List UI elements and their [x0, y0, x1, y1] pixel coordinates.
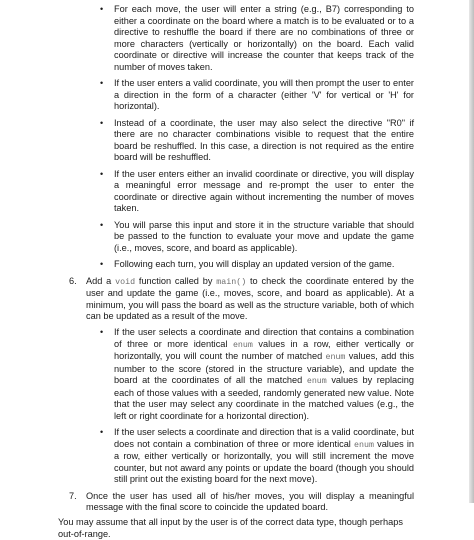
bullet-glyph: •: [100, 259, 104, 270]
bullet-glyph: •: [100, 219, 104, 230]
bullet-item: [100, 327, 415, 422]
bullet-item: [100, 219, 414, 255]
bullet-item: [100, 117, 414, 164]
bullet-text: Following each turn, you will display an updated version of the game.: [114, 259, 395, 270]
bullet-glyph: •: [100, 117, 104, 128]
move-input-bullet-list: [0, 0, 468, 271]
bullet-item: [100, 168, 414, 215]
move-evaluation-bullet-list: [0, 323, 468, 486]
bullet-glyph: •: [100, 427, 104, 438]
bullet-text: If the user enters either an invalid coordinate or directive, you will display a meaningful error message and re-prompt the user to enter the coordinate or directive again without incrementing the number of moves taken.: [114, 168, 414, 214]
code-enum: enum: [306, 377, 327, 387]
numbered-item-6: [69, 275, 415, 323]
bullet-glyph: •: [100, 168, 104, 179]
code-enum: enum: [325, 353, 346, 363]
bullet-text: values, add this number to the score (stored in the structure variable), and update the board at the coordinates of all the matched: [114, 351, 414, 386]
code-main: main(): [216, 277, 247, 287]
bullet-item: [100, 259, 414, 271]
bullet-glyph: •: [100, 4, 104, 14]
page-edge-shadow: [469, 0, 474, 503]
item-text: function called by: [135, 275, 217, 286]
closing-paragraph: You may assume that all input by the user is of the correct data type, though perhaps out-of-range.: [58, 517, 403, 539]
bullet-text: You will parse this input and store it in the structure variable that should be passed to the function to evaluate your move and update the game (i.e., moves, score, and board as applicable).: [114, 219, 414, 253]
bullet-item: [100, 427, 414, 486]
bullet-item: [100, 78, 414, 113]
item-text: to check the coordinate entered by the user and update the game (i.e., moves, score, and board as applicable). At a minimum, you will pass the board as well as the structure variable, both of which can be updated as a result of the move.: [86, 275, 415, 322]
bullet-text: If the user selects a coordinate and direction that contains a combination of three or more identical: [114, 327, 414, 349]
item-number: 7.: [69, 490, 77, 501]
bullet-glyph: •: [100, 327, 104, 338]
bullet-text: If the user selects a coordinate and direction that is a valid coordinate, but does not contain a combination of three or more identical: [114, 427, 414, 449]
bullet-text: If the user enters a valid coordinate, you will then prompt the user to enter a direction in the form of a character (either 'V' for vertical or 'H' for horizontal).: [114, 78, 414, 112]
item-number: 6.: [69, 275, 77, 286]
bullet-text: values in a row, either vertically or horizontally, you will count the number of matched: [114, 338, 414, 362]
bullet-glyph: •: [100, 78, 104, 89]
item-text: Once the user has used all of his/her moves, you will display a meaningful message with the final score to coincide the updated board.: [86, 490, 414, 513]
bullet-text: values in a row, either vertically or horizontally, you will still increment the move counter, but not award any points or update the board (though you should still print out the existing board for the next move).: [114, 438, 414, 485]
bullet-text: values by replacing each of those values with a seeded, randomly generated new value. Note that the user may select any coordinate in the matched values (e.g., the left or right coordinate for a horizontal direction).: [114, 375, 415, 421]
numbered-item-7: [69, 490, 414, 514]
bullet-text: Instead of a coordinate, the user may also select the directive "R0" if there are no character combinations visible to request that the entire board be reshuffled. In this case, a direction is not required as the entire board will be reshuffled.: [114, 117, 414, 163]
bullet-item: [100, 4, 414, 73]
item-text: Add a: [86, 275, 116, 286]
code-void: void: [115, 277, 136, 287]
bullet-text: For each move, the user will enter a string (e.g., B7) corresponding to either a coordinate on the board where a match is to be evaluated or to a directive to reshuffle the board if there are no combinations of three or more characters (vertically or horizontally) on the board. Each valid coordinate or directive will increase the counter that keeps track of the number of moves taken.: [114, 4, 414, 72]
code-enum: enum: [354, 440, 374, 450]
code-enum: enum: [232, 340, 253, 350]
